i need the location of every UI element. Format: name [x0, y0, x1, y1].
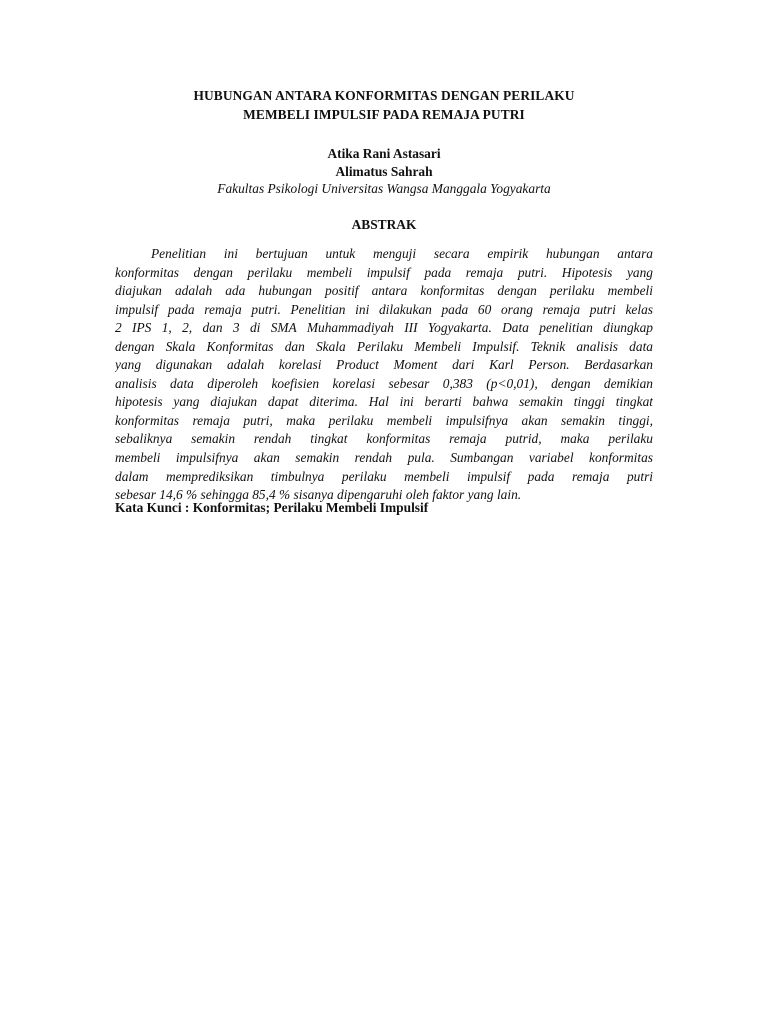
author-1: Atika Rani Astasari	[327, 146, 441, 161]
abstract-line: hipotesis yang diajukan dapat diterima. Hal ini berarti bahwa semakin tinggi tingkat	[115, 394, 653, 410]
title-line-2: MEMBELI IMPULSIF PADA REMAJA PUTRI	[243, 107, 525, 122]
abstract-line: analisis data diperoleh koefisien korelasi sebesar 0,383 (p<0,01), dengan demikian	[115, 375, 653, 391]
paper-title	[115, 86, 653, 124]
abstract-line: dengan Skala Konformitas dan Skala Perilaku Membeli Impulsif. Teknik analisis data	[115, 338, 653, 354]
abstract-line: 2 IPS 1, 2, dan 3 di SMA Muhammadiyah III Yogyakarta. Data penelitian diungkap	[115, 320, 653, 336]
author-block	[115, 145, 653, 198]
title-line-1: HUBUNGAN ANTARA KONFORMITAS DENGAN PERILAKU	[193, 88, 575, 103]
abstract-line: diajukan adalah ada hubungan positif antara konformitas dengan perilaku membeli	[115, 283, 653, 299]
abstract-line: konformitas remaja putri, maka perilaku membeli impulsifnya akan semakin tinggi,	[115, 412, 653, 428]
paper-page	[115, 0, 653, 1024]
abstract-heading: ABSTRAK	[351, 217, 417, 232]
abstract-line: sebesar 14,6 % sehingga 85,4 % sisanya dipengaruhi oleh faktor yang lain.	[115, 487, 522, 503]
abstract-line: dalam memprediksikan timbulnya perilaku membeli impulsif pada remaja putri	[115, 468, 653, 484]
abstract-line: konformitas dengan perilaku membeli impulsif pada remaja putri. Hipotesis yang	[115, 264, 653, 280]
affiliation: Fakultas Psikologi Universitas Wangsa Manggala Yogyakarta	[217, 181, 551, 196]
abstract-body	[115, 245, 653, 505]
abstract-line: yang digunakan adalah korelasi Product Moment dari Karl Person. Berdasarkan	[115, 357, 653, 373]
abstract-line: Penelitian ini bertujuan untuk menguji secara empirik hubungan antara	[151, 246, 653, 261]
keywords: Kata Kunci : Konformitas; Perilaku Membeli Impulsif	[115, 500, 429, 515]
abstract-line: membeli impulsifnya akan semakin rendah pula. Sumbangan variabel konformitas	[115, 450, 653, 466]
abstract-line: sebaliknya semakin rendah tingkat konformitas remaja putrid, maka perilaku	[115, 431, 653, 447]
abstract-line: impulsif pada remaja putri. Penelitian ini dilakukan pada 60 orang remaja putri kelas	[115, 301, 653, 317]
author-2: Alimatus Sahrah	[335, 163, 433, 179]
